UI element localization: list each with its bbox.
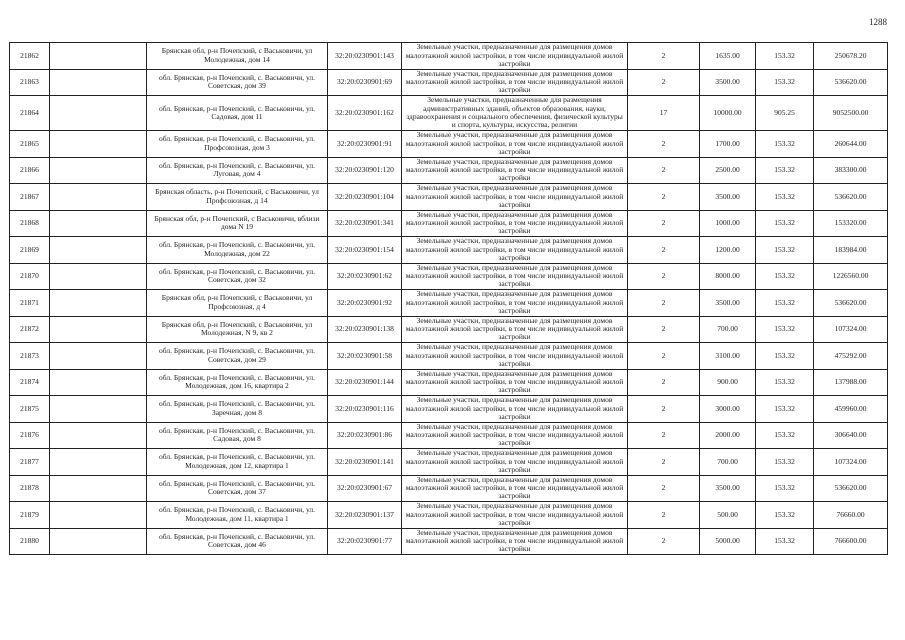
cell-id: 21863 [10, 69, 50, 96]
cell-address: обл. Брянская, р-н Почепский, с. Васьковичи, ул. Советская, дом 37 [147, 475, 328, 502]
cell-cadastral-number: 32:20:0230901:341 [328, 210, 402, 237]
cell-blank [50, 96, 147, 131]
cell-cadastral-value: 250678.20 [814, 43, 888, 70]
cell-cadastral-number: 32:20:0230901:143 [328, 43, 402, 70]
cell-blank [50, 237, 147, 264]
table-row [10, 396, 888, 423]
cell-land-use: Земельные участки, предназначенные для размещения домов малоэтажной жилой застройки, в том числе индивидуальной жилой застройки [402, 343, 628, 370]
cell-land-use: Земельные участки, предназначенные для размещения домов малоэтажной жилой застройки, в том числе индивидуальной жилой застройки [402, 316, 628, 343]
cell-blank [50, 316, 147, 343]
cell-specific-value: 153.32 [756, 263, 814, 290]
cell-address: обл. Брянская, р-н Почепский, с. Васьковичи, ул. Заречная, дом 8 [147, 396, 328, 423]
cell-category: 2 [628, 290, 700, 317]
cell-id: 21873 [10, 343, 50, 370]
cell-area: 10000.00 [700, 96, 756, 131]
cell-specific-value: 153.32 [756, 475, 814, 502]
cell-cadastral-value: 1226560.00 [814, 263, 888, 290]
cell-land-use: Земельные участки, предназначенные для размещения домов малоэтажной жилой застройки, в том числе индивидуальной жилой застройки [402, 237, 628, 264]
table-row [10, 263, 888, 290]
cell-specific-value: 153.32 [756, 290, 814, 317]
cell-id: 21865 [10, 131, 50, 158]
cell-land-use: Земельные участки, предназначенные для размещения домов малоэтажной жилой застройки, в том числе индивидуальной жилой застройки [402, 131, 628, 158]
cell-cadastral-number: 32:20:0230901:62 [328, 263, 402, 290]
cell-blank [50, 502, 147, 529]
cell-land-use: Земельные участки, предназначенные для размещения домов малоэтажной жилой застройки, в том числе индивидуальной жилой застройки [402, 290, 628, 317]
cell-blank [50, 528, 147, 555]
cell-area: 900.00 [700, 369, 756, 396]
cell-address: обл. Брянская, р-н Почепский, с. Васьковичи, ул. Молодежная, дом 22 [147, 237, 328, 264]
table-row [10, 422, 888, 449]
cell-cadastral-number: 32:20:0230901:162 [328, 96, 402, 131]
table-row [10, 343, 888, 370]
cell-specific-value: 153.32 [756, 131, 814, 158]
cell-specific-value: 153.32 [756, 184, 814, 211]
table-row [10, 96, 888, 131]
table-row [10, 157, 888, 184]
cell-area: 1635.00 [700, 43, 756, 70]
cell-land-use: Земельные участки, предназначенные для размещения домов малоэтажной жилой застройки, в том числе индивидуальной жилой застройки [402, 157, 628, 184]
cell-cadastral-value: 536620.00 [814, 184, 888, 211]
cell-address: Брянская обл, р-н Почепский, с Васьковичи, ул Молодежная, N 9, кв 2 [147, 316, 328, 343]
cell-category: 2 [628, 237, 700, 264]
cell-category: 2 [628, 69, 700, 96]
cell-category: 2 [628, 131, 700, 158]
cell-id: 21871 [10, 290, 50, 317]
cell-cadastral-number: 32:20:0230901:67 [328, 475, 402, 502]
cell-cadastral-number: 32:20:0230901:154 [328, 237, 402, 264]
cell-address: обл. Брянская, р-н Почепский, с. Васьковичи, ул. Садовая, дом 11 [147, 96, 328, 131]
cell-specific-value: 153.32 [756, 528, 814, 555]
table-row [10, 449, 888, 476]
cell-specific-value: 153.32 [756, 69, 814, 96]
table-row [10, 502, 888, 529]
cell-area: 8000.00 [700, 263, 756, 290]
cell-address: Брянская обл, р-н Почепский, с Васьковичи, ул Молодежная, дом 14 [147, 43, 328, 70]
cell-land-use: Земельные участки, предназначенные для размещения домов малоэтажной жилой застройки, в том числе индивидуальной жилой застройки [402, 502, 628, 529]
cell-id: 21880 [10, 528, 50, 555]
cell-cadastral-number: 32:20:0230901:137 [328, 502, 402, 529]
cell-specific-value: 153.32 [756, 157, 814, 184]
table-row [10, 43, 888, 70]
cell-land-use: Земельные участки, предназначенные для размещения домов малоэтажной жилой застройки, в том числе индивидуальной жилой застройки [402, 396, 628, 423]
table-row [10, 528, 888, 555]
cell-area: 3500.00 [700, 69, 756, 96]
table-row [10, 237, 888, 264]
cell-address: обл. Брянская, р-н Почепский, с. Васьковичи, ул. Молодежная, дом 16, квартира 2 [147, 369, 328, 396]
cell-cadastral-value: 137988.00 [814, 369, 888, 396]
cell-address: Брянская область, р-н Почепский, с Васьковичи, ул Профсоюзная, д 14 [147, 184, 328, 211]
cell-cadastral-number: 32:20:0230901:91 [328, 131, 402, 158]
cell-address: Брянская обл, р-н Почепский, с Васьковичи, ул Профсоюзная, д 4 [147, 290, 328, 317]
cell-cadastral-number: 32:20:0230901:144 [328, 369, 402, 396]
cell-cadastral-number: 32:20:0230901:92 [328, 290, 402, 317]
cell-land-use: Земельные участки, предназначенные для размещения домов малоэтажной жилой застройки, в том числе индивидуальной жилой застройки [402, 43, 628, 70]
cell-category: 2 [628, 369, 700, 396]
cell-cadastral-value: 475292.00 [814, 343, 888, 370]
cell-area: 1700.00 [700, 131, 756, 158]
cell-cadastral-number: 32:20:0230901:120 [328, 157, 402, 184]
cell-category: 2 [628, 502, 700, 529]
table-row [10, 369, 888, 396]
cell-category: 2 [628, 157, 700, 184]
cell-blank [50, 210, 147, 237]
cell-address: обл. Брянская, р-н Почепский, с. Васьковичи, ул. Профсоюзная, дом 3 [147, 131, 328, 158]
page-number: 1288 [869, 17, 887, 27]
cell-cadastral-value: 383300.00 [814, 157, 888, 184]
cell-cadastral-value: 536620.00 [814, 69, 888, 96]
table-row [10, 475, 888, 502]
cadastral-value-table [9, 42, 888, 555]
cell-id: 21870 [10, 263, 50, 290]
cell-id: 21874 [10, 369, 50, 396]
cell-blank [50, 69, 147, 96]
cell-cadastral-value: 260644.00 [814, 131, 888, 158]
cell-cadastral-value: 107324.00 [814, 316, 888, 343]
table-row [10, 131, 888, 158]
cell-cadastral-number: 32:20:0230901:141 [328, 449, 402, 476]
cell-area: 3100.00 [700, 343, 756, 370]
cell-area: 700.00 [700, 316, 756, 343]
cell-address: обл. Брянская, р-н Почепский, с. Васьковичи, ул. Советская, дом 46 [147, 528, 328, 555]
cell-category: 2 [628, 210, 700, 237]
cell-blank [50, 343, 147, 370]
cell-cadastral-value: 306640.00 [814, 422, 888, 449]
cell-blank [50, 290, 147, 317]
cell-category: 2 [628, 422, 700, 449]
cell-cadastral-value: 76660.00 [814, 502, 888, 529]
cell-category: 2 [628, 263, 700, 290]
cell-id: 21866 [10, 157, 50, 184]
cell-cadastral-number: 32:20:0230901:69 [328, 69, 402, 96]
cell-category: 2 [628, 43, 700, 70]
table-row [10, 69, 888, 96]
cell-address: обл. Брянская, р-н Почепский, с. Васьковичи, ул. Садовая, дом 8 [147, 422, 328, 449]
cell-cadastral-number: 32:20:0230901:138 [328, 316, 402, 343]
cell-address: обл. Брянская, р-н Почепский, с. Васьковичи, ул. Советская, дом 29 [147, 343, 328, 370]
cell-area: 3500.00 [700, 290, 756, 317]
cell-id: 21877 [10, 449, 50, 476]
cell-blank [50, 263, 147, 290]
cell-address: обл. Брянская, р-н Почепский, с. Васьковичи, ул. Советская, дом 32 [147, 263, 328, 290]
cell-address: обл. Брянская, р-н Почепский, с. Васьковичи, ул. Молодежная, дом 12, квартира 1 [147, 449, 328, 476]
cell-cadastral-number: 32:20:0230901:77 [328, 528, 402, 555]
cell-area: 3500.00 [700, 475, 756, 502]
cell-cadastral-value: 536620.00 [814, 290, 888, 317]
cell-address: обл. Брянская, р-н Почепский, с. Васьковичи, ул. Луговая, дом 4 [147, 157, 328, 184]
cell-land-use: Земельные участки, предназначенные для размещения домов малоэтажной жилой застройки, в том числе индивидуальной жилой застройки [402, 369, 628, 396]
cell-specific-value: 153.32 [756, 316, 814, 343]
cell-land-use: Земельные участки, предназначенные для размещения административных зданий, объектов образования, науки, здравоохранения и социального обеспечения, физической культуры и спорта, культуры, искусства, религии [402, 96, 628, 131]
cell-land-use: Земельные участки, предназначенные для размещения домов малоэтажной жилой застройки, в том числе индивидуальной жилой застройки [402, 184, 628, 211]
cell-blank [50, 369, 147, 396]
cell-land-use: Земельные участки, предназначенные для размещения домов малоэтажной жилой застройки, в том числе индивидуальной жилой застройки [402, 210, 628, 237]
cell-cadastral-number: 32:20:0230901:104 [328, 184, 402, 211]
cell-land-use: Земельные участки, предназначенные для размещения домов малоэтажной жилой застройки, в том числе индивидуальной жилой застройки [402, 449, 628, 476]
cell-specific-value: 153.32 [756, 210, 814, 237]
cell-specific-value: 153.32 [756, 396, 814, 423]
cell-land-use: Земельные участки, предназначенные для размещения домов малоэтажной жилой застройки, в том числе индивидуальной жилой застройки [402, 528, 628, 555]
cell-blank [50, 131, 147, 158]
cell-category: 2 [628, 316, 700, 343]
cell-id: 21879 [10, 502, 50, 529]
cell-id: 21867 [10, 184, 50, 211]
cell-specific-value: 153.32 [756, 369, 814, 396]
table-row [10, 290, 888, 317]
table-row [10, 316, 888, 343]
cell-cadastral-value: 153320.00 [814, 210, 888, 237]
cell-specific-value: 153.32 [756, 449, 814, 476]
cell-cadastral-value: 536620.00 [814, 475, 888, 502]
cell-specific-value: 153.32 [756, 502, 814, 529]
cell-area: 3500.00 [700, 184, 756, 211]
cell-id: 21878 [10, 475, 50, 502]
cell-area: 2000.00 [700, 422, 756, 449]
cell-category: 2 [628, 343, 700, 370]
cell-cadastral-value: 9052500.00 [814, 96, 888, 131]
cell-specific-value: 153.32 [756, 43, 814, 70]
cell-cadastral-value: 766600.00 [814, 528, 888, 555]
cell-area: 1000.00 [700, 210, 756, 237]
cell-category: 2 [628, 449, 700, 476]
cell-area: 3000.00 [700, 396, 756, 423]
cell-specific-value: 153.32 [756, 422, 814, 449]
table-row [10, 184, 888, 211]
cell-address: обл. Брянская, р-н Почепский, с. Васьковичи, ул. Молодежная, дом 11, квартира 1 [147, 502, 328, 529]
table-row [10, 210, 888, 237]
cell-area: 5000.00 [700, 528, 756, 555]
cell-cadastral-number: 32:20:0230901:86 [328, 422, 402, 449]
cell-area: 500.00 [700, 502, 756, 529]
cell-cadastral-number: 32:20:0230901:58 [328, 343, 402, 370]
cell-address: Брянская обл, р-н Почепский, с Васьковичи, вблизи дома N 19 [147, 210, 328, 237]
cell-id: 21872 [10, 316, 50, 343]
cell-area: 1200.00 [700, 237, 756, 264]
cell-specific-value: 905.25 [756, 96, 814, 131]
cell-id: 21864 [10, 96, 50, 131]
cell-id: 21876 [10, 422, 50, 449]
table-body [10, 43, 888, 555]
cell-specific-value: 153.32 [756, 237, 814, 264]
cell-id: 21869 [10, 237, 50, 264]
cell-land-use: Земельные участки, предназначенные для размещения домов малоэтажной жилой застройки, в том числе индивидуальной жилой застройки [402, 69, 628, 96]
cell-blank [50, 422, 147, 449]
cell-cadastral-value: 107324.00 [814, 449, 888, 476]
cell-blank [50, 43, 147, 70]
cell-blank [50, 449, 147, 476]
cell-id: 21875 [10, 396, 50, 423]
cell-blank [50, 157, 147, 184]
cell-land-use: Земельные участки, предназначенные для размещения домов малоэтажной жилой застройки, в том числе индивидуальной жилой застройки [402, 475, 628, 502]
cell-area: 2500.00 [700, 157, 756, 184]
cell-blank [50, 475, 147, 502]
cell-id: 21862 [10, 43, 50, 70]
cell-category: 2 [628, 184, 700, 211]
cell-specific-value: 153.32 [756, 343, 814, 370]
cell-blank [50, 396, 147, 423]
cell-category: 2 [628, 528, 700, 555]
cell-land-use: Земельные участки, предназначенные для размещения домов малоэтажной жилой застройки, в том числе индивидуальной жилой застройки [402, 263, 628, 290]
cell-cadastral-number: 32:20:0230901:116 [328, 396, 402, 423]
cell-blank [50, 184, 147, 211]
cell-category: 2 [628, 475, 700, 502]
cell-area: 700.00 [700, 449, 756, 476]
cell-cadastral-value: 459960.00 [814, 396, 888, 423]
cell-id: 21868 [10, 210, 50, 237]
cell-cadastral-value: 183984.00 [814, 237, 888, 264]
cell-address: обл. Брянская, р-н Почепский, с. Васьковичи, ул. Советская, дом 39 [147, 69, 328, 96]
cell-category: 2 [628, 396, 700, 423]
cell-category: 17 [628, 96, 700, 131]
cell-land-use: Земельные участки, предназначенные для размещения домов малоэтажной жилой застройки, в том числе индивидуальной жилой застройки [402, 422, 628, 449]
